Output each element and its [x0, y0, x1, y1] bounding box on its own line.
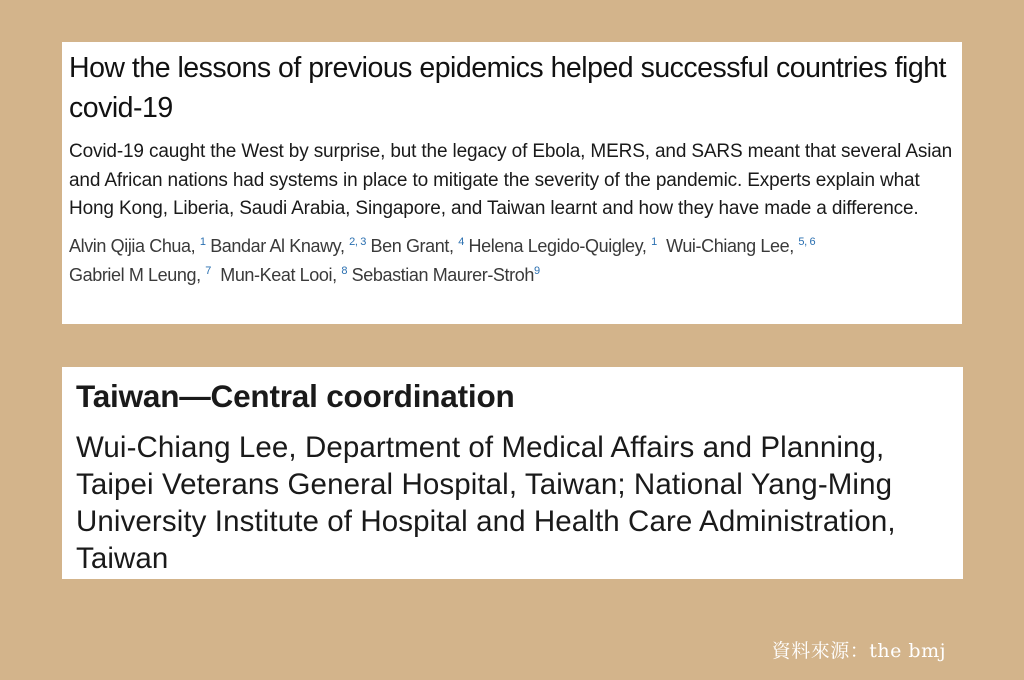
author-affiliation-number: 2, 3 [349, 235, 366, 248]
author-affiliation-number: 8 [341, 265, 348, 277]
author-affiliation-number: 4 [458, 235, 464, 248]
source-credit: 資料來源：the bmj [771, 640, 946, 662]
author-name: Alvin Qijia Chua, [69, 235, 196, 256]
author-name: Sebastian Maurer-Stroh [351, 265, 534, 285]
author-affiliation-number: 9 [533, 265, 540, 277]
article-standfirst: Covid-19 caught the West by surprise, but the legacy of Ebola, MERS, and SARS meant that several Asian and African nations had systems in place to mitigate the severity of the pandemic. Experts explain what Hong Kong, Liberia, Saudi Arabia, Singapore, and Taiwan learnt and how they have made a difference. [69, 141, 953, 219]
section-heading: Taiwan—Central coordination [76, 378, 515, 414]
author-name: Bandar Al Knawy, [210, 235, 345, 256]
author-affiliation-number: 5, 6 [798, 235, 816, 248]
section-excerpt-card [62, 367, 963, 579]
author-name: Gabriel M Leung, [69, 265, 201, 285]
author-affiliation-number: 7 [205, 265, 212, 277]
author-name: Ben Grant, [370, 235, 454, 256]
author-affiliation-number: 1 [651, 235, 657, 248]
article-title: How the lessons of previous epidemics helped successful countries fight covid-19 [69, 52, 946, 124]
author-affiliation-number: 1 [199, 235, 206, 248]
author-name: Helena Legido-Quigley, [468, 235, 647, 256]
author-name: Mun-Keat Looi, [220, 265, 337, 285]
author-list [69, 232, 956, 291]
article-header-card [62, 42, 962, 324]
author-name: Wui-Chiang Lee, [666, 235, 794, 256]
author-affiliation-text: Wui-Chiang Lee, Department of Medical Affairs and Planning, Taipei Veterans General Hospital, Taiwan; National Yang-Ming University Institute of Hospital and Health Care Administration, Taiwan [76, 431, 896, 575]
